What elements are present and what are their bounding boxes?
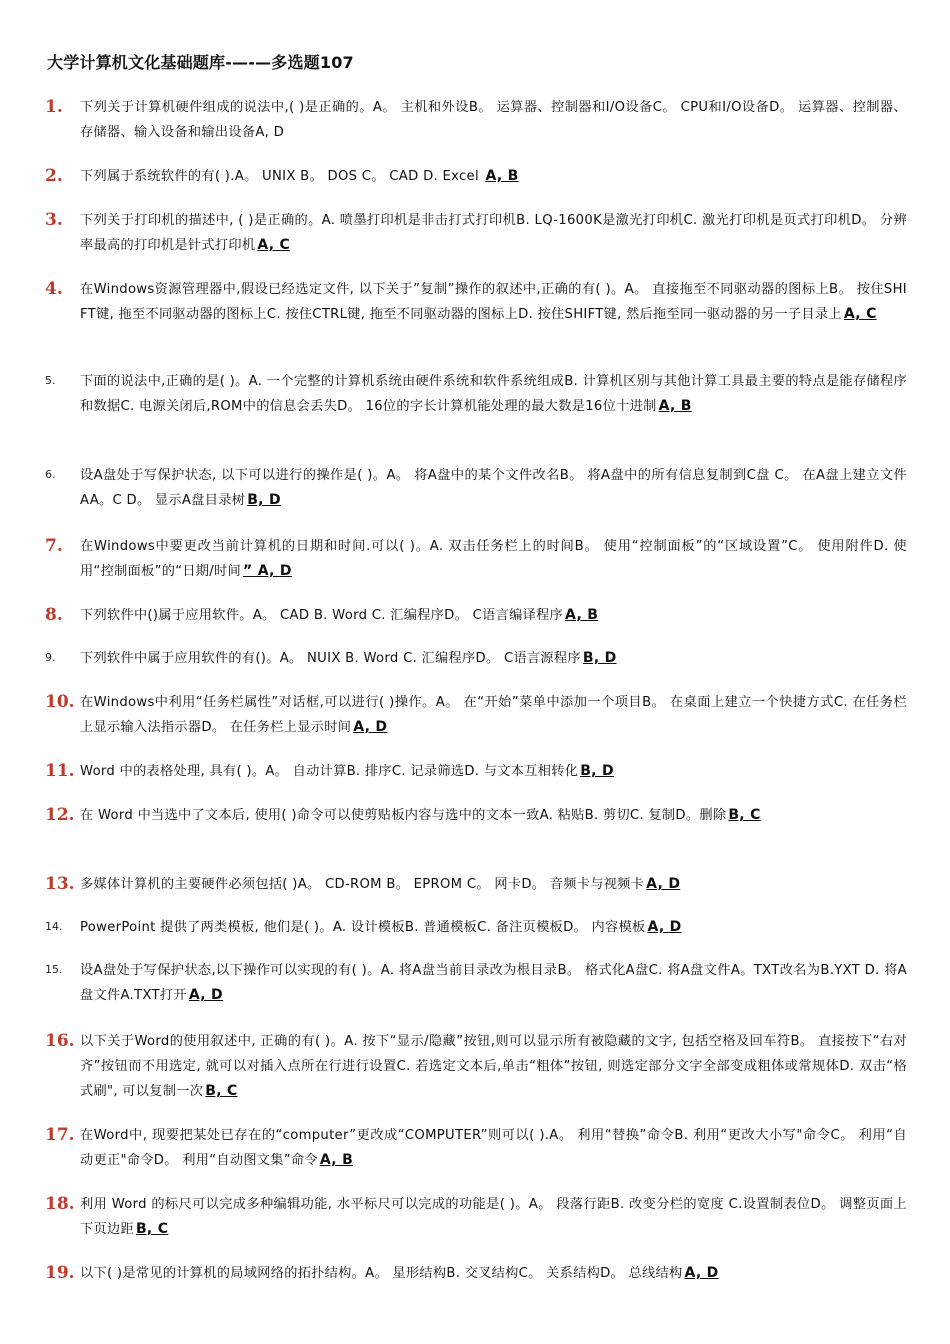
question-number: 3. bbox=[45, 210, 63, 230]
question-number: 16. bbox=[45, 1031, 75, 1051]
question-number: 13. bbox=[45, 874, 75, 894]
question-text: 下列关于打印机的描述中, ( )是正确的。A. 喷墨打印机是非击打式打印机B. LQ-1600K是激光打印机C. 激光打印机是页式打印机D。 分辨率最高的打印机是针式打印机 bbox=[80, 213, 907, 253]
question-answer: B, C bbox=[205, 1083, 238, 1099]
document-title: 大学计算机文化基础题库-—-—多选题107 bbox=[47, 53, 354, 72]
question-answer: B, D bbox=[247, 492, 281, 508]
question-text: 以下( )是常见的计算机的局域网络的拓扑结构。A。 星形结构B. 交叉结构C。 关系结构D。 总线结构 bbox=[80, 1266, 683, 1281]
question-answer: A, D bbox=[684, 1265, 719, 1281]
question-answer: A, C bbox=[843, 306, 877, 322]
question-answer: A, C bbox=[257, 237, 291, 253]
question-text: 在 Word 中当选中了文本后, 使用( )命令可以使剪贴板内容与选中的文本一致A. 粘贴B. 剪切C. 复制D。删除 bbox=[80, 808, 727, 823]
question-answer: B, D bbox=[580, 763, 614, 779]
question-13 bbox=[45, 872, 907, 897]
question-number: 1. bbox=[45, 97, 63, 117]
question-answer: A, D bbox=[188, 987, 223, 1003]
question-text: 在Word中, 现要把某处已存在的“computer”更改成“COMPUTER”则可以( ).A。 利用“替换”命令B. 利用“更改大小写"命令C。 利用“自动更正"命令D。 利用“自动图文集”命令 bbox=[80, 1128, 907, 1168]
question-14 bbox=[45, 915, 907, 940]
question-number: 19. bbox=[45, 1263, 75, 1283]
question-answer: A, D bbox=[646, 876, 681, 892]
question-9 bbox=[45, 646, 907, 671]
question-answer: B, D bbox=[582, 650, 617, 666]
question-text: 下列软件中属于应用软件的有()。A。 NUIX B. Word C. 汇编程序D。 C语言源程序 bbox=[80, 651, 581, 666]
question-3 bbox=[45, 208, 907, 258]
question-text: 利用 Word 的标尺可以完成多种编辑功能, 水平标尺可以完成的功能是( )。A。 段落行距B. 改变分栏的宽度 C.设置制表位D。 调整页面上下页边距 bbox=[80, 1197, 907, 1237]
question-7 bbox=[45, 534, 907, 584]
question-text: 下列软件中()属于应用软件。A。 CAD B. Word C. 汇编程序D。 C语言编译程序 bbox=[80, 608, 564, 623]
question-number: 17. bbox=[45, 1125, 75, 1145]
question-11 bbox=[45, 759, 907, 784]
question-text: 在Windows资源管理器中,假设已经选定文件, 以下关于”复制”操作的叙述中,正确的有( )。A。 直接拖至不同驱动器的图标上B。 按住SHIFT键, 拖至不同驱动器的图标上C. 按住CTRL键, 拖至不同驱动器的图标上D. 按住SHIFT键, 然后拖至同一驱动器的另一子目录上 bbox=[80, 282, 907, 322]
question-text: 下列属于系统软件的有( ).A。 UNIX B。 DOS C。 CAD D. Excel bbox=[80, 169, 484, 184]
question-number: 4. bbox=[45, 279, 63, 299]
question-number: 14. bbox=[45, 920, 63, 933]
question-number: 11. bbox=[45, 761, 75, 781]
question-number: 5. bbox=[45, 374, 56, 387]
question-19 bbox=[45, 1261, 907, 1286]
question-10 bbox=[45, 690, 907, 740]
question-text: PowerPoint 提供了两类模板, 他们是( )。A. 设计模板B. 普通模板C. 备注页模板D。 内容模板 bbox=[80, 920, 646, 935]
question-answer: A, B bbox=[658, 398, 692, 414]
question-number: 7. bbox=[45, 536, 63, 556]
question-1 bbox=[45, 95, 907, 145]
question-answer: A, B bbox=[565, 607, 599, 623]
question-answer: A, D bbox=[353, 719, 388, 735]
question-text: 设A盘处于写保护状态, 以下可以进行的操作是( )。A。 将A盘中的某个文件改名B。 将A盘中的所有信息复制到C盘 C。 在A盘上建立文件AA。C D。 显示A盘目录树 bbox=[80, 468, 907, 508]
question-5 bbox=[45, 369, 907, 419]
question-18 bbox=[45, 1192, 907, 1242]
question-answer: B, C bbox=[135, 1221, 169, 1237]
question-text: 多媒体计算机的主要硬件必须包括( )A。 CD-ROM B。 EPROM C。 网卡D。 音频卡与视频卡 bbox=[80, 877, 645, 892]
question-text: 在Windows中要更改当前计算机的日期和时间.可以( )。A. 双击任务栏上的时间B。 使用“控制面板”的“区域设置”C。 使用附件D. 使用“控制面板”的“日期/时间 bbox=[80, 539, 907, 579]
question-answer: ” A, D bbox=[243, 563, 292, 579]
question-number: 10. bbox=[45, 692, 75, 712]
question-text: 下列关于计算机硬件组成的说法中,( )是正确的。A。 主机和外设B。 运算器、控制器和I/O设备C。 CPU和I/O设备D。 运算器、控制器、存储器、输入设备和输出设备A, D bbox=[80, 100, 907, 140]
question-number: 6. bbox=[45, 468, 56, 481]
question-text: 以下关于Word的使用叙述中, 正确的有( )。A. 按下“显示/隐藏”按钮,则可以显示所有被隐藏的文字, 包括空格及回车符B。 直接按下“右对齐”按钮而不用选定, 就可以对插入点所在行进行设置C. 若选定文本后,单击“粗体”按钮, 则选定部分文字全部变成粗体或常规体D. 双击“格式刷", 可以复制一次 bbox=[80, 1034, 907, 1099]
question-2 bbox=[45, 164, 907, 189]
question-number: 9. bbox=[45, 651, 56, 664]
question-number: 8. bbox=[45, 605, 63, 625]
question-answer: B, C bbox=[728, 807, 761, 823]
question-answer: A, B bbox=[485, 168, 519, 184]
question-12 bbox=[45, 803, 907, 828]
question-answer: A, D bbox=[647, 919, 682, 935]
question-6 bbox=[45, 463, 907, 513]
question-text: 下面的说法中,正确的是( )。A. 一个完整的计算机系统由硬件系统和软件系统组成B. 计算机区别与其他计算工具最主要的特点是能存储程序和数据C. 电源关闭后,ROM中的信息会丢失D。 16位的字长计算机能处理的最大数是16位十进制 bbox=[80, 374, 907, 414]
question-number: 2. bbox=[45, 166, 63, 186]
question-text: 在Windows中利用“任务栏属性”对话框,可以进行( )操作。A。 在“开始”菜单中添加一个项目B。 在桌面上建立一个快捷方式C. 在任务栏上显示输入法指示器D。 在任务栏上显示时间 bbox=[80, 695, 907, 735]
question-17 bbox=[45, 1123, 907, 1173]
question-answer: A, B bbox=[319, 1152, 354, 1168]
question-4 bbox=[45, 277, 907, 327]
question-text: Word 中的表格处理, 具有( )。A。 自动计算B. 排序C. 记录筛选D. 与文本互相转化 bbox=[80, 764, 579, 779]
question-16 bbox=[45, 1029, 907, 1104]
question-number: 18. bbox=[45, 1194, 75, 1214]
question-number: 12. bbox=[45, 805, 75, 825]
question-8 bbox=[45, 603, 907, 628]
question-number: 15. bbox=[45, 963, 63, 976]
question-15 bbox=[45, 958, 907, 1008]
question-text: 设A盘处于写保护状态,以下操作可以实现的有( )。A. 将A盘当前目录改为根目录B。 格式化A盘C. 将A盘文件A。TXT改名为B.YXT D. 将A盘文件A.TXT打开 bbox=[80, 963, 907, 1003]
